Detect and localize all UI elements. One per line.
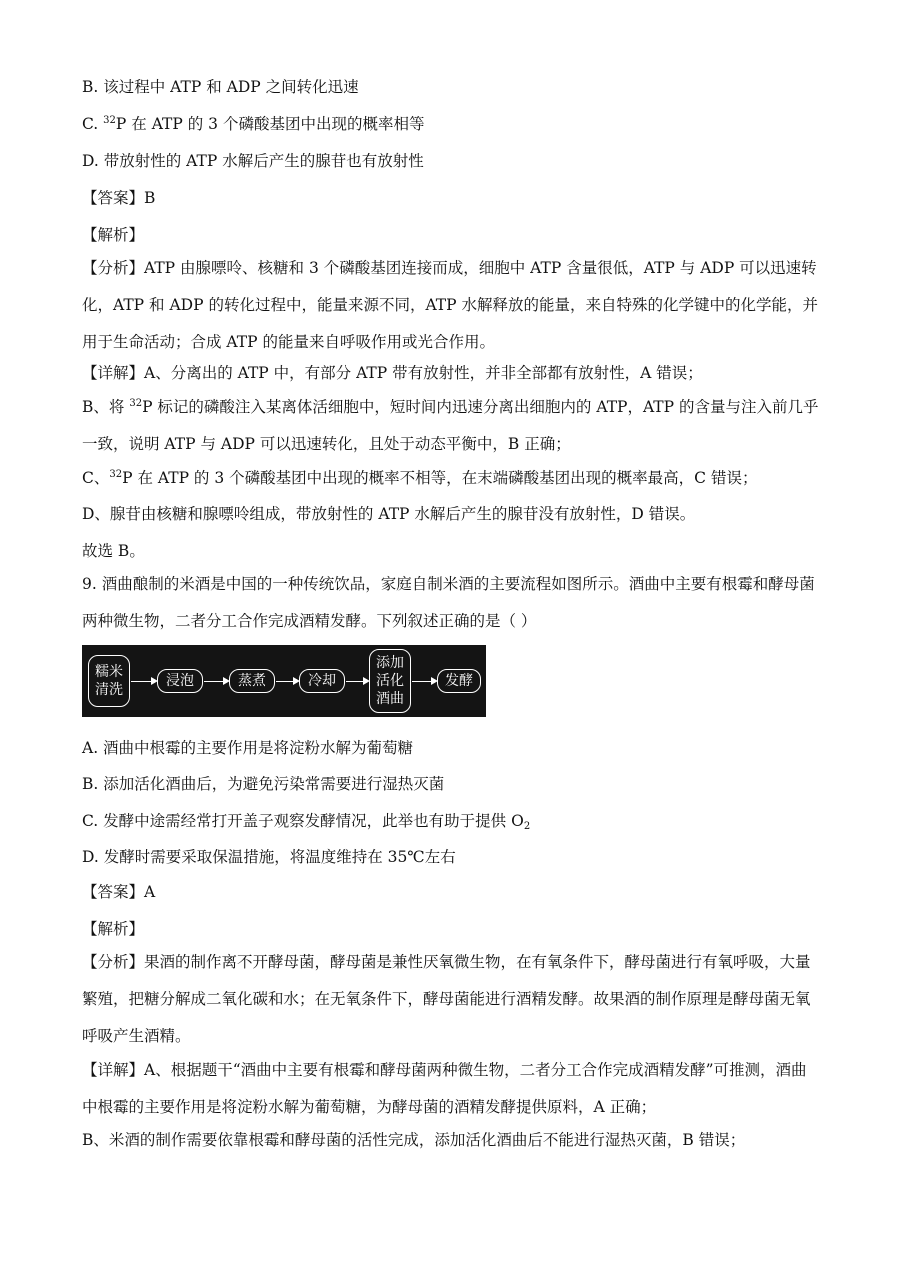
flow-step-steam: 蒸煮 bbox=[229, 669, 275, 693]
q8-detail-d: D、腺苷由核糖和腺嘌呤组成，带放射性的 ATP 水解后产生的腺苷没有放射性，D 错误。 bbox=[82, 505, 696, 523]
flow-step-ferment: 发酵 bbox=[437, 669, 481, 693]
flow-arrow bbox=[276, 681, 298, 682]
q9-option-a: A. 酒曲中根霉的主要作用是将淀粉水解为葡萄糖 bbox=[82, 739, 414, 757]
q9-option-d: D. 发酵时需要采取保温措施，将温度维持在 35℃左右 bbox=[82, 848, 456, 866]
q8-analysis-label: 【解析】 bbox=[82, 226, 145, 244]
flow-arrow bbox=[346, 681, 368, 682]
q8-analysis: 【分析】ATP 由腺嘌呤、核糖和 3 个磷酸基团连接而成，细胞中 ATP 含量很低，ATP 与 ADP 可以迅速转化，ATP 和 ADP 的转化过程中，能量来源不同，ATP 水解释放的能量，来自特殊的化学键中的化学能，并用于生命活动；合成 ATP 的能量来自呼吸作用或光合作用。 bbox=[82, 259, 818, 351]
q8-choose: 故选 B。 bbox=[82, 542, 145, 560]
flow-step-cool: 冷却 bbox=[299, 669, 345, 693]
q8-detail-a: 【详解】A、分离出的 ATP 中，有部分 ATP 带有放射性，并非全部都有放射性，A 错误； bbox=[82, 364, 703, 382]
q8-option-c: C. $^{32}$P 在 ATP 的 3 个磷酸基团中出现的概率相等 bbox=[82, 115, 425, 133]
q8-option-d: D. 带放射性的 ATP 水解后产生的腺苷也有放射性 bbox=[82, 152, 424, 170]
flow-step-add-koji: 添加 活化 酒曲 bbox=[369, 649, 411, 713]
flow-step-soak: 浸泡 bbox=[157, 669, 203, 693]
q9-option-b: B. 添加活化酒曲后，为避免污染常需要进行湿热灭菌 bbox=[82, 775, 445, 793]
q9-detail-b: B、米酒的制作需要依靠根霉和酵母菌的活性完成，添加活化酒曲后不能进行湿热灭菌，B 错误； bbox=[82, 1131, 746, 1149]
q9-option-c: C. 发酵中途需经常打开盖子观察发酵情况，此举也有助于提供 $O_2$ bbox=[82, 812, 531, 832]
q9-answer: 【答案】A bbox=[82, 883, 156, 901]
flow-arrow bbox=[131, 681, 156, 682]
q9-stem: 9. 酒曲酿制的米酒是中国的一种传统饮品，家庭自制米酒的主要流程如图所示。酒曲中主要有根霉和酵母菌两种微生物，二者分工合作完成酒精发酵。下列叙述正确的是（ ） bbox=[82, 575, 815, 630]
q8-detail-c: C、$^{32}$P 在 ATP 的 3 个磷酸基团中出现的概率不相等，在末端磷酸基团出现的概率最高，C 错误； bbox=[82, 469, 758, 487]
q9-detail-a: 【详解】A、根据题干“酒曲中主要有根霉和酵母菌两种微生物，二者分工合作完成酒精发酵”可推测，酒曲中根霉的主要作用是将淀粉水解为葡萄糖，为酵母菌的酒精发酵提供原料，A 正确； bbox=[82, 1061, 807, 1116]
q8-answer: 【答案】B bbox=[82, 189, 156, 207]
flow-arrow bbox=[204, 681, 228, 682]
flow-step-wash: 糯米 清洗 bbox=[88, 655, 130, 707]
rice-wine-flowchart bbox=[82, 645, 486, 717]
q8-detail-b: B、将 $^{32}$P 标记的磷酸注入某离体活细胞中，短时间内迅速分离出细胞内的 ATP，ATP 的含量与注入前几乎一致，说明 ATP 与 ADP 可以迅速转化，且处于动态平衡中，B 正确； bbox=[82, 398, 819, 453]
q9-analysis: 【分析】果酒的制作离不开酵母菌，酵母菌是兼性厌氧微生物，在有氧条件下，酵母菌进行有氧呼吸，大量繁殖，把糖分解成二氧化碳和水；在无氧条件下，酵母菌能进行酒精发酵。故果酒的制作原理是酵母菌无氧呼吸产生酒精。 bbox=[82, 953, 811, 1045]
flow-arrow bbox=[412, 681, 436, 682]
q9-analysis-label: 【解析】 bbox=[82, 920, 145, 938]
q8-option-b: B. 该过程中 ATP 和 ADP 之间转化迅速 bbox=[82, 78, 359, 96]
